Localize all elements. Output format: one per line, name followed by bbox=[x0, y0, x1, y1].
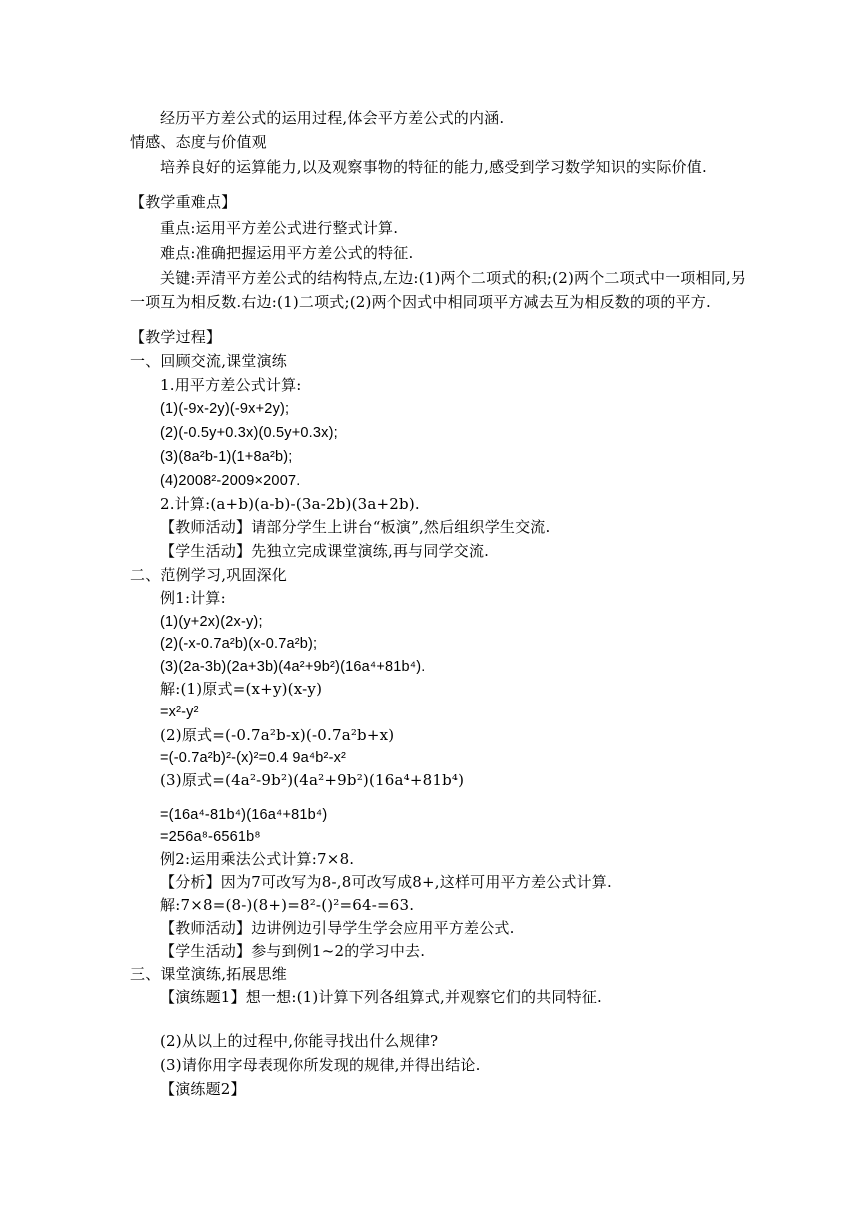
s1-student-activity: 【学生活动】先独立完成课堂演练,再与同学交流. bbox=[160, 542, 490, 560]
example1-item-3: (3)(2a-3b)(2a+3b)(4a²+9b²)(16a⁴+81b⁴). bbox=[160, 659, 426, 675]
drill2: 【演练题2】 bbox=[160, 1080, 246, 1098]
example1-item-1: (1)(y+2x)(2x-y); bbox=[160, 614, 263, 630]
s2-teacher-activity: 【教师活动】边讲例边引导学生学会应用平方差公式. bbox=[160, 919, 515, 937]
section3-title: 三、课堂演练,拓展思维 bbox=[130, 965, 287, 983]
key-line-1: 关键:弄清平方差公式的结构特点,左边:(1)两个二项式的积;(2)两个二项式中一项相同,另 bbox=[160, 269, 747, 287]
s1-teacher-activity: 【教师活动】请部分学生上讲台“板演”,然后组织学生交流. bbox=[160, 518, 551, 536]
s1-question-1-3: (3)(8a²b-1)(1+8a²b); bbox=[160, 449, 293, 465]
process-heading: 【教学过程】 bbox=[130, 328, 222, 346]
s1-question-2: 2.计算:(a+b)(a-b)-(3a-2b)(3a+2b). bbox=[160, 495, 420, 513]
example2-title: 例2:运用乘法公式计算:7×8. bbox=[160, 850, 355, 868]
solution-3c: =256a⁸-6561b⁸ bbox=[160, 829, 261, 845]
s1-question-1-2: (2)(-0.5y+0.3x)(0.5y+0.3x); bbox=[160, 425, 338, 441]
solution-2a: (2)原式=(-0.7a²b-x)(-0.7a²b+x) bbox=[160, 726, 395, 744]
drill1: 【演练题1】想一想:(1)计算下列各组算式,并观察它们的共同特征. bbox=[160, 988, 602, 1006]
difficult-point: 难点:准确把握运用平方差公式的特征. bbox=[160, 244, 414, 262]
solution-3b: =(16a⁴-81b⁴)(16a⁴+81b⁴) bbox=[160, 807, 328, 823]
key-point: 重点:运用平方差公式进行整式计算. bbox=[160, 219, 399, 237]
s1-question-1-1: (1)(-9x-2y)(-9x+2y); bbox=[160, 401, 290, 417]
example2-analysis: 【分析】因为7可改写为8-,8可改写成8+,这样可用平方差公式计算. bbox=[160, 873, 612, 891]
example1-title: 例1:计算: bbox=[160, 589, 226, 607]
solution-1a: 解:(1)原式=(x+y)(x-y) bbox=[160, 680, 323, 698]
solution-3a: (3)原式=(4a²-9b²)(4a²+9b²)(16a⁴+81b⁴) bbox=[160, 771, 465, 789]
example1-item-2: (2)(-x-0.7a²b)(x-0.7a²b); bbox=[160, 636, 318, 652]
attitude-text: 培养良好的运算能力,以及观察事物的特征的能力,感受到学习数学知识的实际价值. bbox=[160, 158, 707, 176]
s1-question-1-4: (4)2008²-2009×2007. bbox=[160, 473, 301, 489]
key-line-2: 一项互为相反数.右边:(1)二项式;(2)两个因式中相同项平方减去互为相反数的项的平方. bbox=[130, 293, 711, 311]
example2-solution: 解:7×8=(8-)(8+)=8²-()²=64-=63. bbox=[160, 896, 415, 914]
drill1-part2: (2)从以上的过程中,你能寻找出什么规律? bbox=[160, 1032, 439, 1050]
section1-title: 一、回顾交流,课堂演练 bbox=[130, 352, 287, 370]
process-goal-text: 经历平方差公式的运用过程,体会平方差公式的内涵. bbox=[160, 109, 505, 127]
attitude-heading: 情感、态度与价值观 bbox=[130, 133, 267, 151]
solution-1b: =x²-y² bbox=[160, 704, 199, 720]
key-points-heading: 【教学重难点】 bbox=[130, 193, 237, 211]
drill1-part3: (3)请你用字母表现你所发现的规律,并得出结论. bbox=[160, 1056, 481, 1074]
s2-student-activity: 【学生活动】参与到例1~2的学习中去. bbox=[160, 942, 426, 960]
s1-question-1: 1.用平方差公式计算: bbox=[160, 376, 302, 394]
section2-title: 二、范例学习,巩固深化 bbox=[130, 566, 287, 584]
solution-2b: =(-0.7a²b)²-(x)²=0.4 9a⁴b²-x² bbox=[160, 750, 347, 766]
